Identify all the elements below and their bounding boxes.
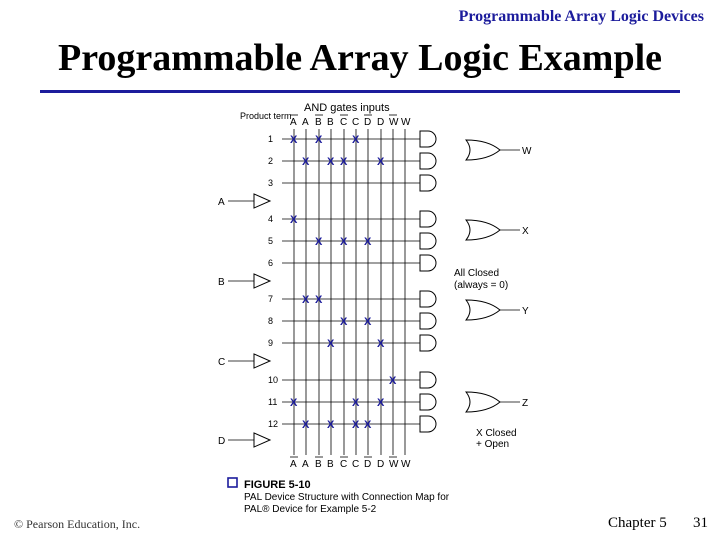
column-label: D <box>377 117 385 128</box>
row-number: 5 <box>268 236 274 246</box>
and-gate-icon <box>420 313 436 329</box>
column-label-bottom: A <box>290 459 297 470</box>
input-label: B <box>218 277 225 288</box>
column-label: B <box>327 117 334 128</box>
column-label-bottom: C <box>340 459 348 470</box>
input-buffer-icon <box>254 194 270 208</box>
column-label: C <box>340 117 348 128</box>
output-label: Y <box>522 306 529 317</box>
column-label: A <box>290 117 297 128</box>
input-buffer-icon <box>254 354 270 368</box>
row-number: 8 <box>268 316 274 326</box>
column-label: B <box>315 117 322 128</box>
or-gate-icon <box>466 140 500 160</box>
row-number: 3 <box>268 178 274 188</box>
and-gate-icon <box>420 131 436 147</box>
and-gate-icon <box>420 153 436 169</box>
legend-closed: X Closed <box>476 428 517 439</box>
row-number: 6 <box>268 258 274 268</box>
fuse-closed-mark: X <box>377 397 385 409</box>
caption-line-1: PAL Device Structure with Connection Map for <box>244 492 450 503</box>
column-label-bottom: W <box>401 459 411 470</box>
and-gate-icon <box>420 233 436 249</box>
column-label: C <box>352 117 360 128</box>
and-gate-icon <box>420 175 436 191</box>
column-label: W <box>389 117 399 128</box>
chapter-label: Chapter 5 <box>608 515 667 531</box>
input-label: D <box>218 436 226 447</box>
input-label: A <box>218 197 225 208</box>
product-term-label: Product term <box>240 111 292 121</box>
column-label: A <box>302 117 309 128</box>
fuse-closed-mark: X <box>364 419 372 431</box>
pal-diagram <box>184 95 552 527</box>
fuse-closed-mark: X <box>315 134 323 146</box>
and-gate-icon <box>420 416 436 432</box>
fuse-closed-mark: X <box>290 397 298 409</box>
row-number: 2 <box>268 156 274 166</box>
fuse-closed-mark: X <box>340 236 348 248</box>
row-number: 11 <box>268 397 278 407</box>
fuse-closed-mark: X <box>327 156 335 168</box>
row-number: 7 <box>268 294 274 304</box>
fuse-closed-mark: X <box>352 134 360 146</box>
or-gate-icon <box>466 220 500 240</box>
row-number: 12 <box>268 419 279 429</box>
fuse-closed-mark: X <box>302 156 310 168</box>
fuse-closed-mark: X <box>377 156 385 168</box>
fuse-closed-mark: X <box>290 214 298 226</box>
fuse-closed-mark: X <box>364 316 372 328</box>
fuse-closed-mark: X <box>327 419 335 431</box>
fuse-closed-mark: X <box>364 236 372 248</box>
and-gate-icon <box>420 211 436 227</box>
and-gate-icon <box>420 291 436 307</box>
all-closed-sub: (always = 0) <box>454 280 509 291</box>
copyright-text: © Pearson Education, Inc. <box>14 517 141 531</box>
caption-line-2: PAL® Device for Example 5-2 <box>244 504 377 515</box>
all-closed-note: All Closed <box>454 268 500 279</box>
row-number: 1 <box>268 134 274 144</box>
fuse-closed-mark: X <box>340 156 348 168</box>
and-gate-icon <box>420 394 436 410</box>
fuse-closed-mark: X <box>377 338 385 350</box>
column-label: D <box>364 117 372 128</box>
fuse-closed-mark: X <box>352 419 360 431</box>
course-header: Programmable Array Logic Devices <box>458 8 704 25</box>
or-gate-icon <box>466 300 500 320</box>
input-label: C <box>218 357 226 368</box>
fuse-closed-mark: X <box>340 316 348 328</box>
column-label-bottom: W <box>389 459 399 470</box>
slide-title: Programmable Array Logic Example <box>57 37 663 79</box>
fuse-closed-mark: X <box>302 419 310 431</box>
fuse-closed-mark: X <box>352 397 360 409</box>
and-gate-icon <box>420 335 436 351</box>
column-label-bottom: B <box>327 459 334 470</box>
legend-open: + Open <box>476 439 510 450</box>
column-label-bottom: A <box>302 459 309 470</box>
column-label-bottom: B <box>315 459 322 470</box>
column-label-bottom: C <box>352 459 360 470</box>
row-number: 4 <box>268 214 274 224</box>
page-number: 31 <box>693 515 708 531</box>
output-label: W <box>522 146 532 157</box>
fuse-closed-mark: X <box>327 338 335 350</box>
pal-figure <box>184 95 552 527</box>
and-gate-icon <box>420 255 436 271</box>
input-buffer-icon <box>254 433 270 447</box>
output-label: Z <box>522 398 529 409</box>
fuse-closed-mark: X <box>315 236 323 248</box>
row-number: 9 <box>268 338 274 348</box>
and-gate-icon <box>420 372 436 388</box>
output-label: X <box>522 226 529 237</box>
column-label: W <box>401 117 411 128</box>
fuse-closed-mark: X <box>389 375 397 387</box>
or-gate-icon <box>466 392 500 412</box>
fuse-closed-mark: X <box>315 294 323 306</box>
caption-label: FIGURE 5-10 <box>244 479 311 491</box>
and-gates-heading: AND gates inputs <box>304 102 390 114</box>
fuse-closed-mark: X <box>302 294 310 306</box>
column-label-bottom: D <box>364 459 372 470</box>
column-label-bottom: D <box>377 459 385 470</box>
caption-marker-icon <box>228 478 237 487</box>
row-number: 10 <box>268 375 279 385</box>
input-buffer-icon <box>254 274 270 288</box>
fuse-closed-mark: X <box>290 134 298 146</box>
title-divider <box>40 90 680 93</box>
